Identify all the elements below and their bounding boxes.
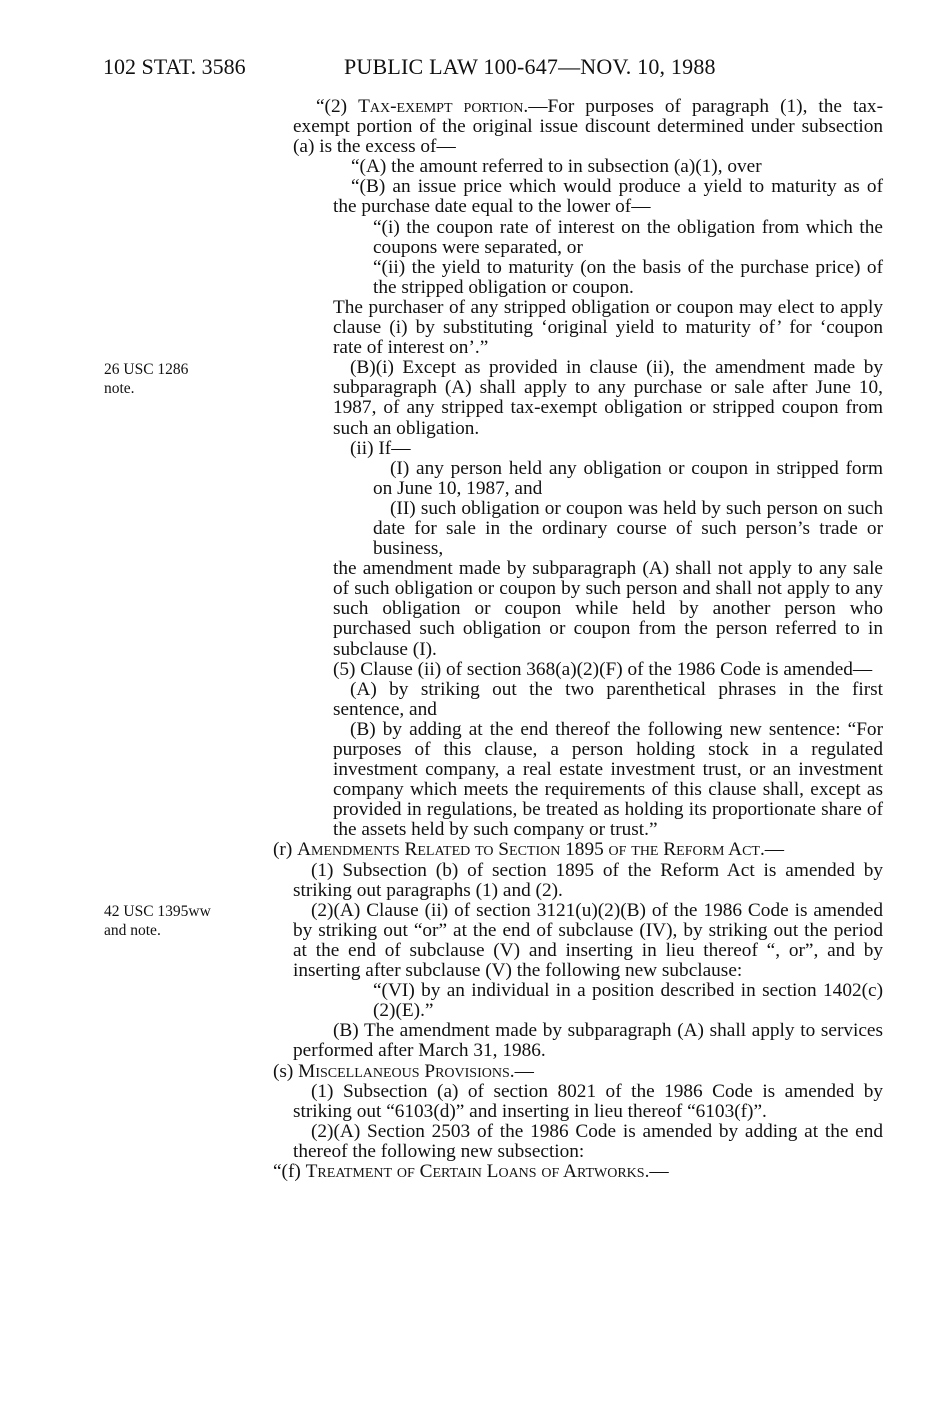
effective-date-b-ii: (ii) If— <box>350 437 411 459</box>
subparagraph-b: “(B) an issue price which would produce a yield to maturity as of the purchase date equal to the lower of— <box>333 176 883 218</box>
paragraph-5-a: (A) by striking out the two parenthetical phrases in the first sentence, and <box>333 678 883 720</box>
subsection-r-heading <box>273 839 883 861</box>
page-header <box>103 54 883 84</box>
stat-page-number: 102 STAT. 3586 <box>103 54 246 79</box>
paragraph-tax-exempt-portion <box>293 97 883 157</box>
subsection-letter: “(f) <box>273 1160 306 1182</box>
clause-ii: “(ii) the yield to maturity (on the basis of the purchase price) of the stripped obligation or coupon. <box>373 256 883 298</box>
margin-note-line: 26 USC 1286 <box>104 361 189 378</box>
margin-note-line: 42 USC 1395ww <box>104 903 211 920</box>
heading-dash: — <box>764 839 785 861</box>
subsection-letter: (r) <box>273 839 298 861</box>
new-subclause-text: “(VI) by an individual in a position described in section 1402(c)(2)(E).” <box>373 980 883 1022</box>
clause-i: “(i) the coupon rate of interest on the obligation from which the coupons were separated, or <box>373 216 883 258</box>
subsection-heading: Amendments Related to Section 1895 of the Reform Act. <box>297 839 765 861</box>
new-subsection-f-heading <box>273 1160 883 1182</box>
subsection-r-paragraph-2-a: (2)(A) Clause (ii) of section 3121(u)(2)(B) of the 1986 Code is amended by striking out “or” at the end of subclause (IV), by striking out the period at the end of subclause (V) and inserting in lieu thereof “, or”, and by inserting after subclause (V) the following new subclause: <box>293 899 883 982</box>
subsection-heading: Miscellaneous Provisions. <box>298 1060 515 1082</box>
margin-note-line: note. <box>104 380 135 397</box>
subclause-ii: (II) such obligation or coupon was held by such person on such date for sale in the ordinary course of such person’s trade or business, <box>373 497 883 560</box>
subsection-s-paragraph-2-a: (2)(A) Section 2503 of the 1986 Code is amended by adding at the end thereof the following new subsection: <box>293 1120 883 1162</box>
subsection-heading: Treatment of Certain Loans of Artworks. <box>305 1160 650 1182</box>
running-title: PUBLIC LAW 100-647—NOV. 10, 1988 <box>344 54 716 79</box>
heading-dash: — <box>514 1060 534 1082</box>
flush-text-exception: the amendment made by subparagraph (A) shall not apply to any sale of such obligation or coupon by such person and shall not apply to any such obligation or coupon while held by another person who purchased such obligation or coupon from the person referred to in subclause (I). <box>333 558 883 660</box>
heading-dash: — <box>649 1160 669 1182</box>
flush-text-election: The purchaser of any stripped obligation or coupon may elect to apply clause (i) by substituting ‘original yield to maturity of’ for ‘coupon rate of interest on’.” <box>333 296 883 359</box>
paragraph-number: “(2) <box>316 96 359 117</box>
paragraph-text: —For purposes of paragraph (1), the tax-exempt portion of the original issue discount determined under subsection (a) is the excess of— <box>293 96 883 158</box>
paragraph-heading: Tax-exempt portion. <box>358 96 529 117</box>
subsection-s-paragraph-1: (1) Subsection (a) of section 8021 of the 1986 Code is amended by striking out “6103(d)” and inserting in lieu thereof “6103(f)”. <box>293 1080 883 1122</box>
paragraph-5: (5) Clause (ii) of section 368(a)(2)(F) of the 1986 Code is amended— <box>333 658 873 680</box>
subsection-r-paragraph-2-b: (B) The amendment made by subparagraph (A) shall apply to services performed after March 31, 1986. <box>293 1020 883 1062</box>
subsection-s-heading <box>273 1060 883 1082</box>
subclause-i: (I) any person held any obligation or coupon in stripped form on June 10, 1987, and <box>373 457 883 499</box>
new-subclause-vi <box>293 981 883 1021</box>
effective-date-b-i: (B)(i) Except as provided in clause (ii), the amendment made by subparagraph (A) shall apply to any purchase or sale after June 10, 1987, of any stripped tax-exempt obligation or stripped coupon from such an obligation. <box>333 357 883 439</box>
subsection-letter: (s) <box>273 1060 299 1082</box>
paragraph-5-b: (B) by adding at the end thereof the following new sentence: “For purposes of this clause, a person holding stock in a regulated investment company, a real estate investment trust, or an investment company which meets the requirements of this clause shall, except as provided in regulations, be treated as holding its proportionate share of the assets held by such company or trust.” <box>333 718 883 841</box>
subsection-r-paragraph-1: (1) Subsection (b) of section 1895 of the Reform Act is amended by striking out paragraphs (1) and (2). <box>293 859 883 901</box>
statute-body <box>273 96 883 1182</box>
margin-note-26-usc <box>104 360 188 398</box>
margin-note-line: and note. <box>104 922 161 939</box>
margin-note-42-usc <box>104 902 211 940</box>
subparagraph-a: “(A) the amount referred to in subsection (a)(1), over <box>351 156 762 178</box>
